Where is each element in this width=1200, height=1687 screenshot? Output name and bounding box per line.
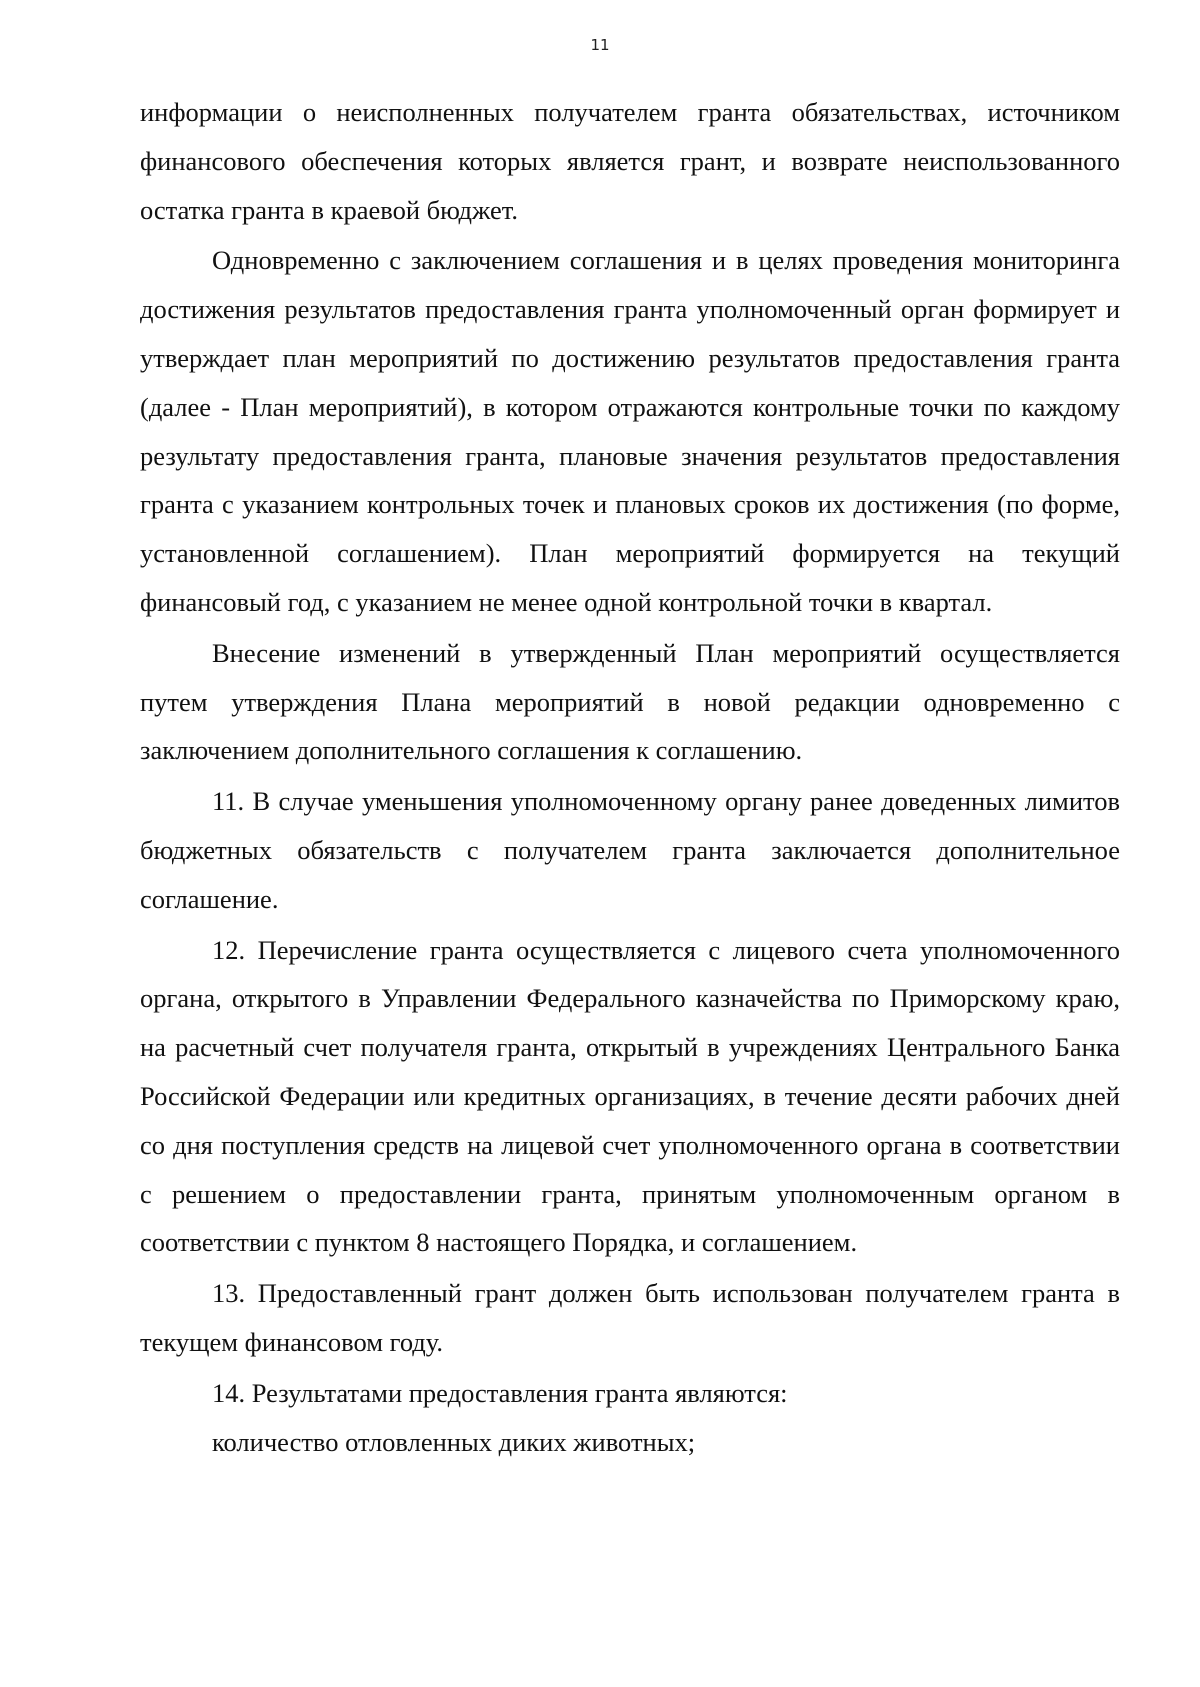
document-body: [140, 88, 1120, 1466]
page-number: 11: [590, 36, 610, 54]
paragraph-monitoring-plan: Одновременно с заключением соглашения и в целях проведения мониторинга достижения результатов предоставления гранта уполномоченный орган формирует и утверждает план мероприятий по достижению результатов предоставления гранта (далее - План мероприятий), в котором отражаются контрольные точки по каждому результату предоставления гранта, плановые значения результатов предоставления гранта с указанием контрольных точек и плановых сроков их достижения (по форме, установленной соглашением). План мероприятий формируется на текущий финансовый год, с указанием не менее одной контрольной точки в квартал.: [140, 245, 1120, 617]
paragraph-item-13: 13. Предоставленный грант должен быть использован получателем гранта в текущем финансовом году.: [140, 1278, 1120, 1357]
paragraph-item-14: 14. Результатами предоставления гранта являются:: [212, 1377, 788, 1408]
paragraph-result-item: количество отловленных диких животных;: [212, 1426, 696, 1457]
paragraph-plan-changes: Внесение изменений в утвержденный План мероприятий осуществляется путем утверждения Плана мероприятий в новой редакции одновременно с заключением дополнительного соглашения к соглашению.: [140, 637, 1120, 766]
paragraph-item-12: 12. Перечисление гранта осуществляется с лицевого счета уполномоченного органа, открытого в Управлении Федерального казначейства по Приморскому краю, на расчетный счет получателя гранта, открытый в учреждениях Центрального Банка Российской Федерации или кредитных организациях, в течение десяти рабочих дней со дня поступления средств на лицевой счет уполномоченного органа в соответствии с решением о предоставлении гранта, принятым уполномоченным органом в соответствии с пунктом 8 настоящего Порядка, и соглашением.: [140, 934, 1120, 1258]
paragraph-continuation: информации о неисполненных получателем гранта обязательствах, источником финансового обеспечения которых является грант, и возврате неиспользованного остатка гранта в краевой бюджет.: [140, 97, 1120, 225]
paragraph-item-11: 11. В случае уменьшения уполномоченному органу ранее доведенных лимитов бюджетных обязательств с получателем гранта заключается дополнительное соглашение.: [140, 786, 1120, 914]
